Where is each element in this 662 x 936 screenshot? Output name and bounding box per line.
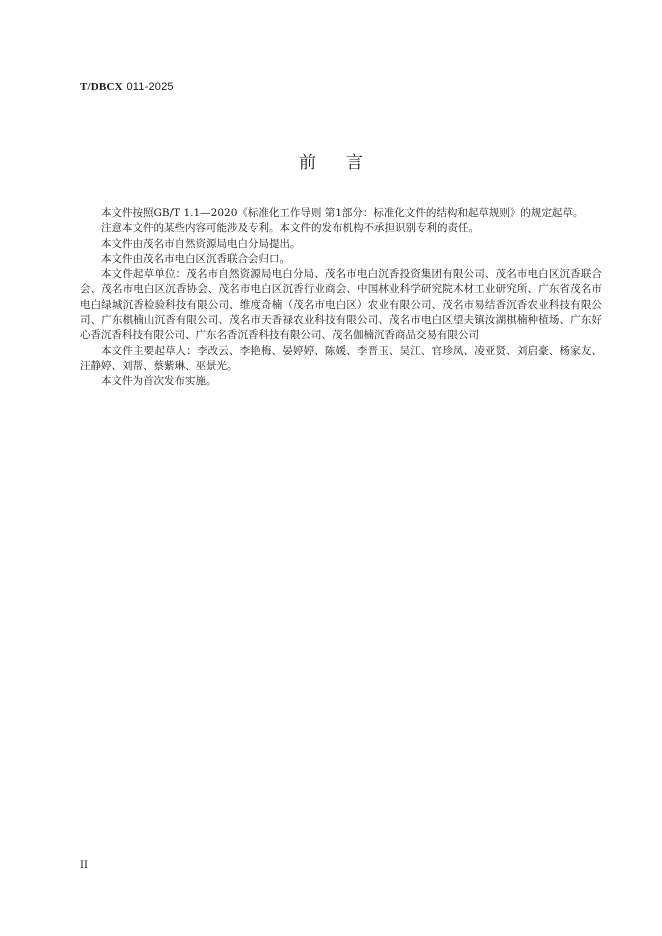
page-number: II (80, 860, 88, 871)
paragraph-proposer: 本文件由茂名市自然资源局电白分局提出。 (101, 237, 301, 250)
paragraph-main-drafters: 本文件主要起草人：李改云、李艳梅、晏婷婷、陈媛、李晋玉、吴江、官珍凤、凌亚贤、刘启豪、杨家友、汪静婷、刘帮、蔡紫琳、巫景光。 (80, 344, 602, 372)
paragraph-drafting-units: 本文件起草单位：茂名市自然资源局电白分局、茂名市电白沉香投资集团有限公司、茂名市电白区沉香联合会、茂名市电白区沉香协会、茂名市电白区沉香行业商会、中国林业科学研究院木材工业研究所、广东省茂名市电白绿城沉香检验科技有限公司、维度奇楠（茂名市电白区）农业有限公司、茂名市易结香沉香农业科技有限公司、广东棋楠山沉香有限公司、茂名市天香禄农业科技有限公司、茂名市电白区望夫镇汝湖棋楠种植场、广东好心香沉香科技有限公司、广东名香沉香科技有限公司、茂名伽楠沉香商品交易有限公司 (80, 268, 602, 342)
paragraph-centralized-unit: 本文件由茂名市电白区沉香联合会归口。 (101, 252, 290, 265)
standard-code: 011-2025 (126, 81, 174, 93)
paragraph-first-release: 本文件为首次发布实施。 (101, 375, 217, 388)
standard-prefix: T/DBCX (80, 81, 123, 93)
paragraph-patent-notice: 注意本文件的某些内容可能涉及专利。本文件的发布机构不承担识别专利的责任。 (101, 222, 479, 235)
foreword-body (80, 206, 602, 390)
standard-number (80, 80, 174, 93)
paragraph-drafting-rules: 本文件按照GB/T 1.1—2020《标准化工作导则 第1部分：标准化文件的结构和起草规则》的规定起草。 (101, 207, 584, 219)
page-title: 前言 (299, 153, 393, 173)
